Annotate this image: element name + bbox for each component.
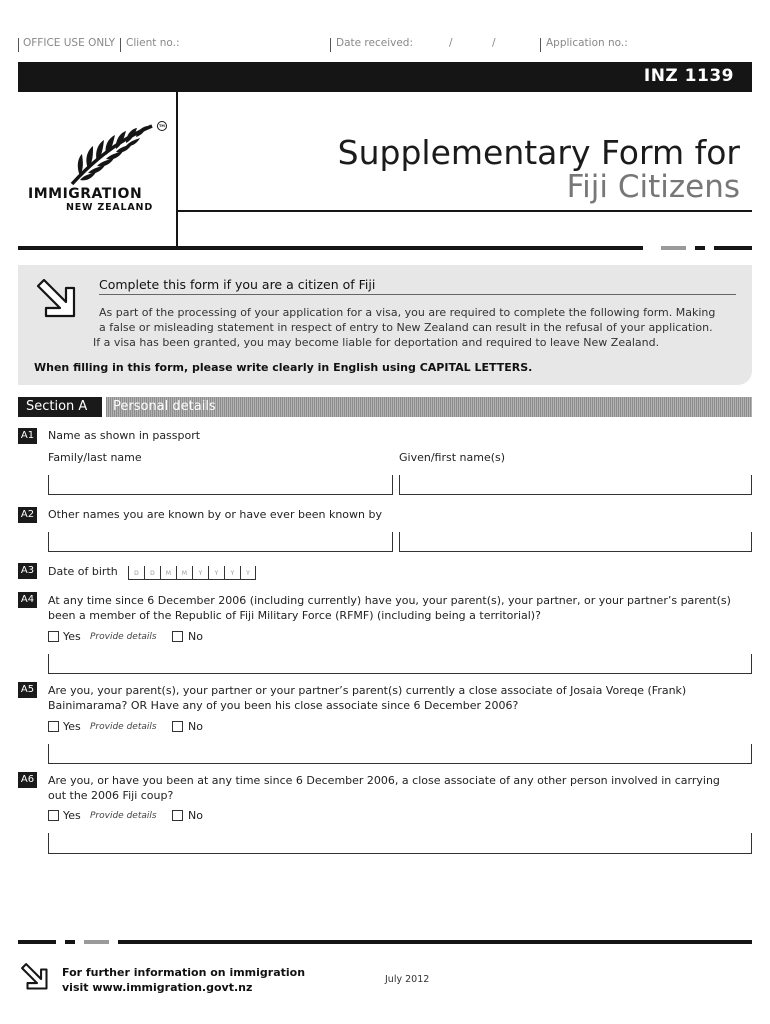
intro-paragraph-line: As part of the processing of your application for a visa, you are required to complete the following form. Making [99, 306, 716, 319]
footer-rule-dash [18, 940, 56, 944]
question-text: Other names you are known by or have ever been known by [48, 508, 382, 521]
dob-cell: Y [225, 566, 241, 579]
office-divider [330, 38, 331, 52]
logo-immigration: IMMIGRATION [28, 186, 143, 202]
date-slash: / [492, 37, 496, 49]
arrow-down-right-icon [32, 274, 88, 330]
footer-rule [118, 940, 752, 944]
other-names-field-1[interactable] [48, 532, 393, 552]
provide-details-note: Provide details [90, 632, 157, 642]
question-number: A5 [18, 682, 37, 698]
date-received-label: Date received: [336, 37, 414, 49]
dob-cell: D [145, 566, 161, 579]
application-no-label: Application no.: [546, 37, 628, 49]
yes-label: Yes [63, 809, 81, 822]
no-label: No [188, 630, 203, 643]
header-divider-vertical [176, 92, 178, 248]
yes-checkbox[interactable] [48, 721, 59, 732]
trademark-mark: TM [159, 124, 165, 128]
provide-details-note: Provide details [90, 722, 157, 732]
footer-date: July 2012 [385, 974, 430, 985]
form-code: INZ 1139 [643, 66, 734, 86]
page-title: Supplementary Form for [337, 133, 740, 172]
date-of-birth-field[interactable] [128, 566, 256, 580]
intro-instruction: When filling in this form, please write clearly in English using CAPITAL LETTERS. [34, 361, 533, 374]
footer-info-line: For further information on immigration [62, 966, 306, 979]
no-checkbox[interactable] [172, 631, 183, 642]
header-rule-dash [714, 246, 752, 250]
yes-checkbox[interactable] [48, 631, 59, 642]
question-text: Are you, or have you been at any time since 6 December 2006, a close associate of any other person involved in carrying [48, 774, 720, 787]
no-label: No [188, 720, 203, 733]
question-number: A6 [18, 772, 37, 788]
office-divider [120, 38, 121, 52]
provide-details-note: Provide details [90, 811, 157, 821]
footer-rule-dash [65, 940, 75, 944]
yes-label: Yes [63, 720, 81, 733]
question-number: A4 [18, 592, 37, 608]
intro-rule [99, 294, 736, 295]
family-name-field[interactable] [48, 475, 393, 495]
question-text: Are you, your parent(s), your partner or your partner’s parent(s) currently a close associate of Josaia Voreqe (Frank) [48, 684, 687, 697]
footer-rule-grey-dash [84, 940, 109, 944]
no-checkbox[interactable] [172, 810, 183, 821]
question-text: Bainimarama? OR Have any of you been his close associate since 6 December 2006? [48, 699, 519, 712]
question-text: Date of birth [48, 565, 118, 578]
header-rule-grey-dash [661, 246, 686, 250]
question-text: Name as shown in passport [48, 429, 201, 442]
silver-fern-icon [66, 118, 174, 188]
family-name-label: Family/last name [48, 451, 142, 464]
question-text: out the 2006 Fiji coup? [48, 789, 174, 802]
office-divider [540, 38, 541, 52]
section-tab: Section A [18, 397, 102, 417]
dob-cell: Y [241, 566, 256, 579]
office-use-only-label: OFFICE USE ONLY [23, 37, 116, 49]
no-checkbox[interactable] [172, 721, 183, 732]
logo-new-zealand: NEW ZEALAND [66, 202, 153, 213]
other-names-field-2[interactable] [399, 532, 752, 552]
page-subtitle: Fiji Citizens [566, 169, 740, 205]
dob-cell: M [161, 566, 177, 579]
header-bar [18, 62, 752, 92]
dob-cell: D [129, 566, 145, 579]
yes-checkbox[interactable] [48, 810, 59, 821]
yes-label: Yes [63, 630, 81, 643]
section-title: Personal details [106, 397, 752, 417]
given-name-field[interactable] [399, 475, 752, 495]
intro-paragraph-line: a false or misleading statement in respect of entry to New Zealand can result in the refusal of your application. [99, 321, 713, 334]
dob-cell: Y [193, 566, 209, 579]
footer-website-link[interactable]: visit www.immigration.govt.nz [62, 981, 253, 994]
header-divider-horizontal [176, 210, 752, 212]
details-field[interactable] [48, 744, 752, 764]
header-rule-dash [695, 246, 705, 250]
client-no-label: Client no.: [126, 37, 180, 49]
question-text: At any time since 6 December 2006 (including currently) have you, your parent(s), your partner, or your partner’s parent(s) [48, 594, 731, 607]
question-text: been a member of the Republic of Fiji Military Force (RFMF) (including being a territorial)? [48, 609, 541, 622]
intro-paragraph-line: If a visa has been granted, you may become liable for deportation and required to leave New Zealand. [93, 336, 660, 349]
details-field[interactable] [48, 833, 752, 854]
question-number: A2 [18, 507, 37, 523]
dob-cell: M [177, 566, 193, 579]
date-slash: / [449, 37, 453, 49]
office-divider [18, 38, 19, 52]
question-number: A3 [18, 563, 37, 579]
details-field[interactable] [48, 654, 752, 674]
given-name-label: Given/first name(s) [399, 451, 506, 464]
question-number: A1 [18, 428, 37, 444]
no-label: No [188, 809, 203, 822]
intro-heading: Complete this form if you are a citizen of Fiji [99, 277, 376, 292]
dob-cell: Y [209, 566, 225, 579]
header-bottom-rule [18, 246, 643, 250]
arrow-down-right-icon [18, 960, 56, 998]
